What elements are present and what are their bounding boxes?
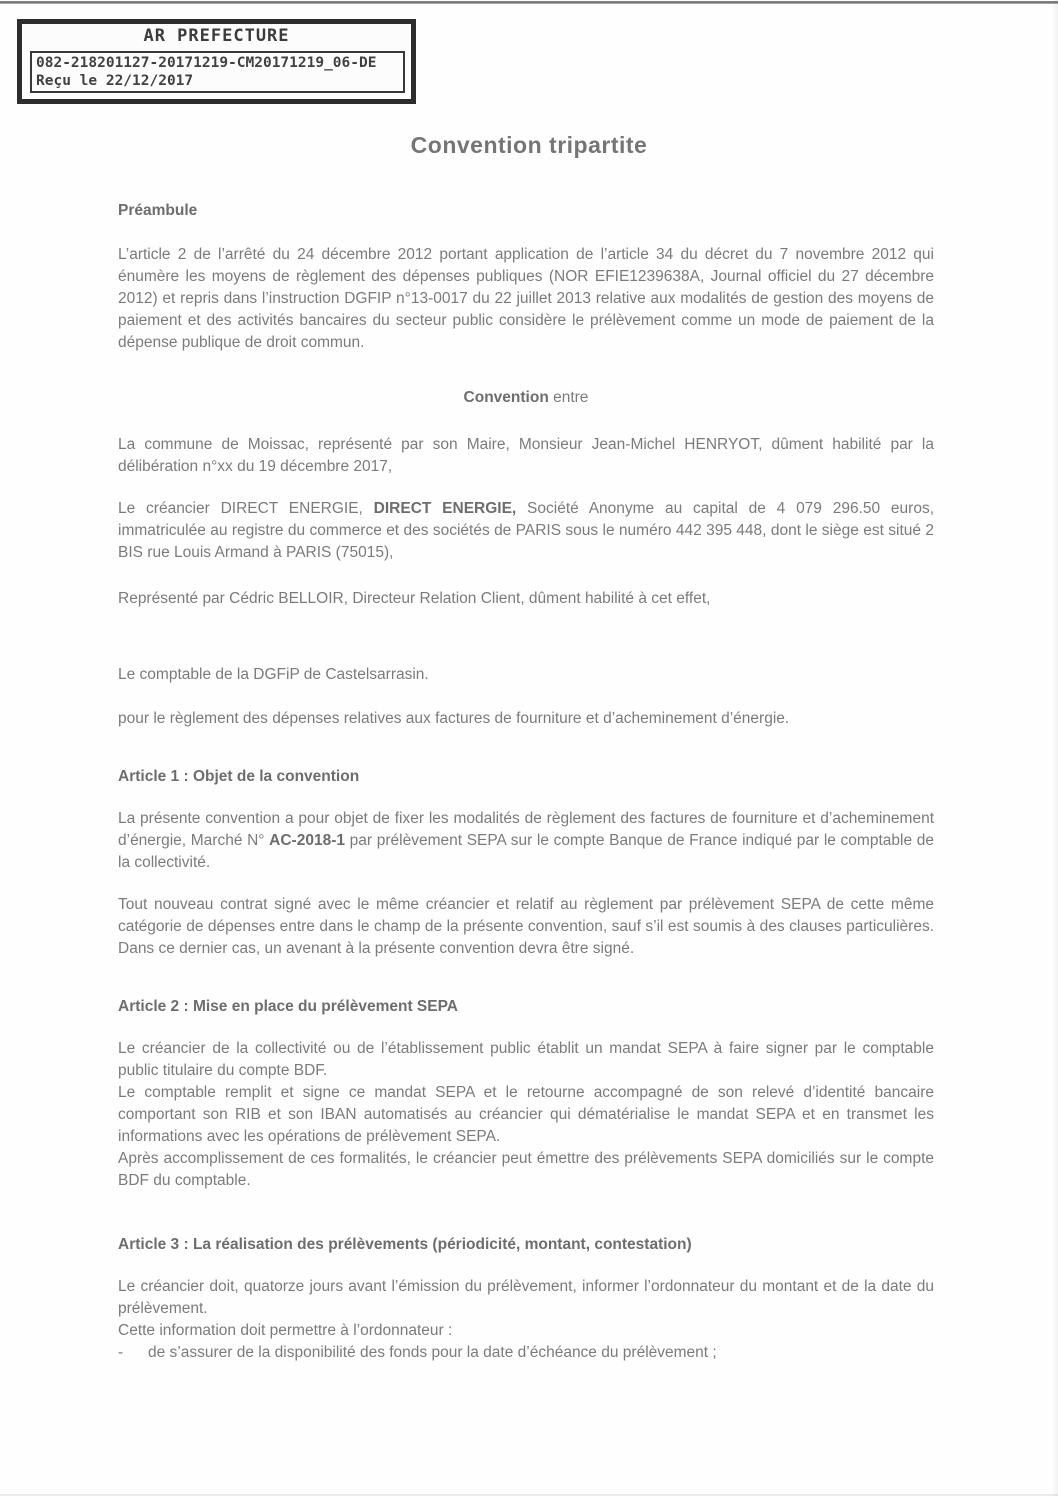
convention-entre-heading: [118, 387, 934, 409]
party-representant-paragraph: Représenté par Cédric BELLOIR, Directeur Relation Client, dûment habilité à cet effet,: [118, 590, 711, 607]
stamp-received-date: Reçu le 22/12/2017: [36, 73, 194, 89]
article1-marche-number: AC-2018-1: [269, 832, 345, 849]
article2-line1: Le créancier de la collectivité ou de l’établissement public établit un mandat SEPA à faire signer par le comptable public titulaire du compte BDF.: [118, 1040, 934, 1079]
creancier-part1: Le créancier DIRECT ENERGIE,: [118, 500, 374, 517]
stamp-reference-number: 082-218201127-20171219-CM20171219_06-DE: [36, 55, 377, 71]
article1-paragraph1: [118, 808, 934, 874]
article2-body: [118, 1038, 934, 1192]
preamble-heading: Préambule: [118, 202, 198, 219]
article2-line3: Après accomplissement de ces formalités, le créancier peut émettre des prélèvements SEPA domiciliés sur le compte BDF du comptable.: [118, 1150, 934, 1189]
party-comptable-paragraph: Le comptable de la DGFiP de Castelsarrasin.: [118, 666, 429, 683]
article3-heading: Article 3 : La réalisation des prélèvements (périodicité, montant, contestation): [118, 1236, 692, 1253]
article3-line1: Le créancier doit, quatorze jours avant l’émission du prélèvement, informer l’ordonnateur du montant et de la date du prélèvement.: [118, 1278, 934, 1317]
article3-line2: Cette information doit permettre à l’ordonnateur :: [118, 1322, 453, 1339]
scan-artifact-top-line: [0, 1, 1058, 4]
article3-body: [118, 1276, 934, 1364]
article2-heading: Article 2 : Mise en place du prélèvement SEPA: [118, 998, 458, 1015]
objet-reglement-paragraph: pour le règlement des dépenses relatives aux factures de fourniture et d’acheminement d’énergie.: [118, 710, 790, 727]
scan-artifact-right-shade: [1052, 0, 1058, 1496]
article1-p1-part2: par prélèvement SEPA sur le compte Banque de France indiqué par le comptable de la collectivité.: [118, 832, 934, 871]
article1-paragraph2: Tout nouveau contrat signé avec le même créancier et relatif au règlement par prélèvement SEPA de cette même catégorie de dépenses entre dans le champ de la présente convention, sauf s’il est soumis à des clauses particulières. Dans ce dernier cas, un avenant à la présente convention devra être signé.: [118, 896, 934, 957]
stamp-title: AR PREFECTURE: [143, 26, 290, 46]
article3-bullet-item: [118, 1342, 934, 1364]
article1-p1-part1: La présente convention a pour objet de fixer les modalités de règlement des factures de fourniture et d’acheminement d’énergie, Marché N°: [118, 810, 934, 849]
article1-heading: Article 1 : Objet de la convention: [118, 768, 360, 785]
bullet-text: de s’assurer de la disponibilité des fonds pour la date d’échéance du prélèvement ;: [148, 1344, 717, 1361]
article2-line2: Le comptable remplit et signe ce mandat SEPA et le retourne accompagné de son relevé d’identité bancaire comportant son RIB et son IBAN automatisés au créancier qui dématérialise le mandat SEPA et en transmet les informations avec les opérations de prélèvement SEPA.: [118, 1084, 934, 1145]
bullet-dash: -: [118, 1344, 124, 1361]
preamble-paragraph: L’article 2 de l’arrêté du 24 décembre 2012 portant application de l’article 34 du décret du 7 novembre 2012 qui énumère les moyens de règlement des dépenses publiques (NOR EFIE1239638A, Journal officiel du 27 décembre 2012) et repris dans l’instruction DGFIP n°13-0017 du 22 juillet 2013 relative aux modalités de gestion des moyens de paiement et des activités bancaires du secteur public considère le prélèvement comme un mode de paiement de la dépense publique de droit commun.: [118, 246, 934, 351]
prefecture-ar-stamp: [17, 19, 416, 104]
document-content: [118, 200, 934, 1364]
convention-entre-rest: entre: [548, 389, 589, 406]
convention-entre-bold: Convention: [463, 389, 549, 406]
party-creancier-paragraph: [118, 498, 934, 564]
document-title: Convention tripartite: [410, 132, 648, 158]
party-commune-paragraph: La commune de Moissac, représenté par son Maire, Monsieur Jean-Michel HENRYOT, dûment habilité par la délibération n°xx du 19 décembre 2017,: [118, 436, 934, 475]
stamp-inner-box: [30, 51, 405, 93]
creancier-part2: Société Anonyme au capital de 4 079 296.50 euros, immatriculée au registre du commerce et des sociétés de PARIS sous le numéro 442 395 448, dont le siège est situé 2 BIS rue Louis Armand à PARIS (75015),: [118, 500, 935, 561]
creancier-bold-name: DIRECT ENERGIE,: [373, 500, 517, 517]
